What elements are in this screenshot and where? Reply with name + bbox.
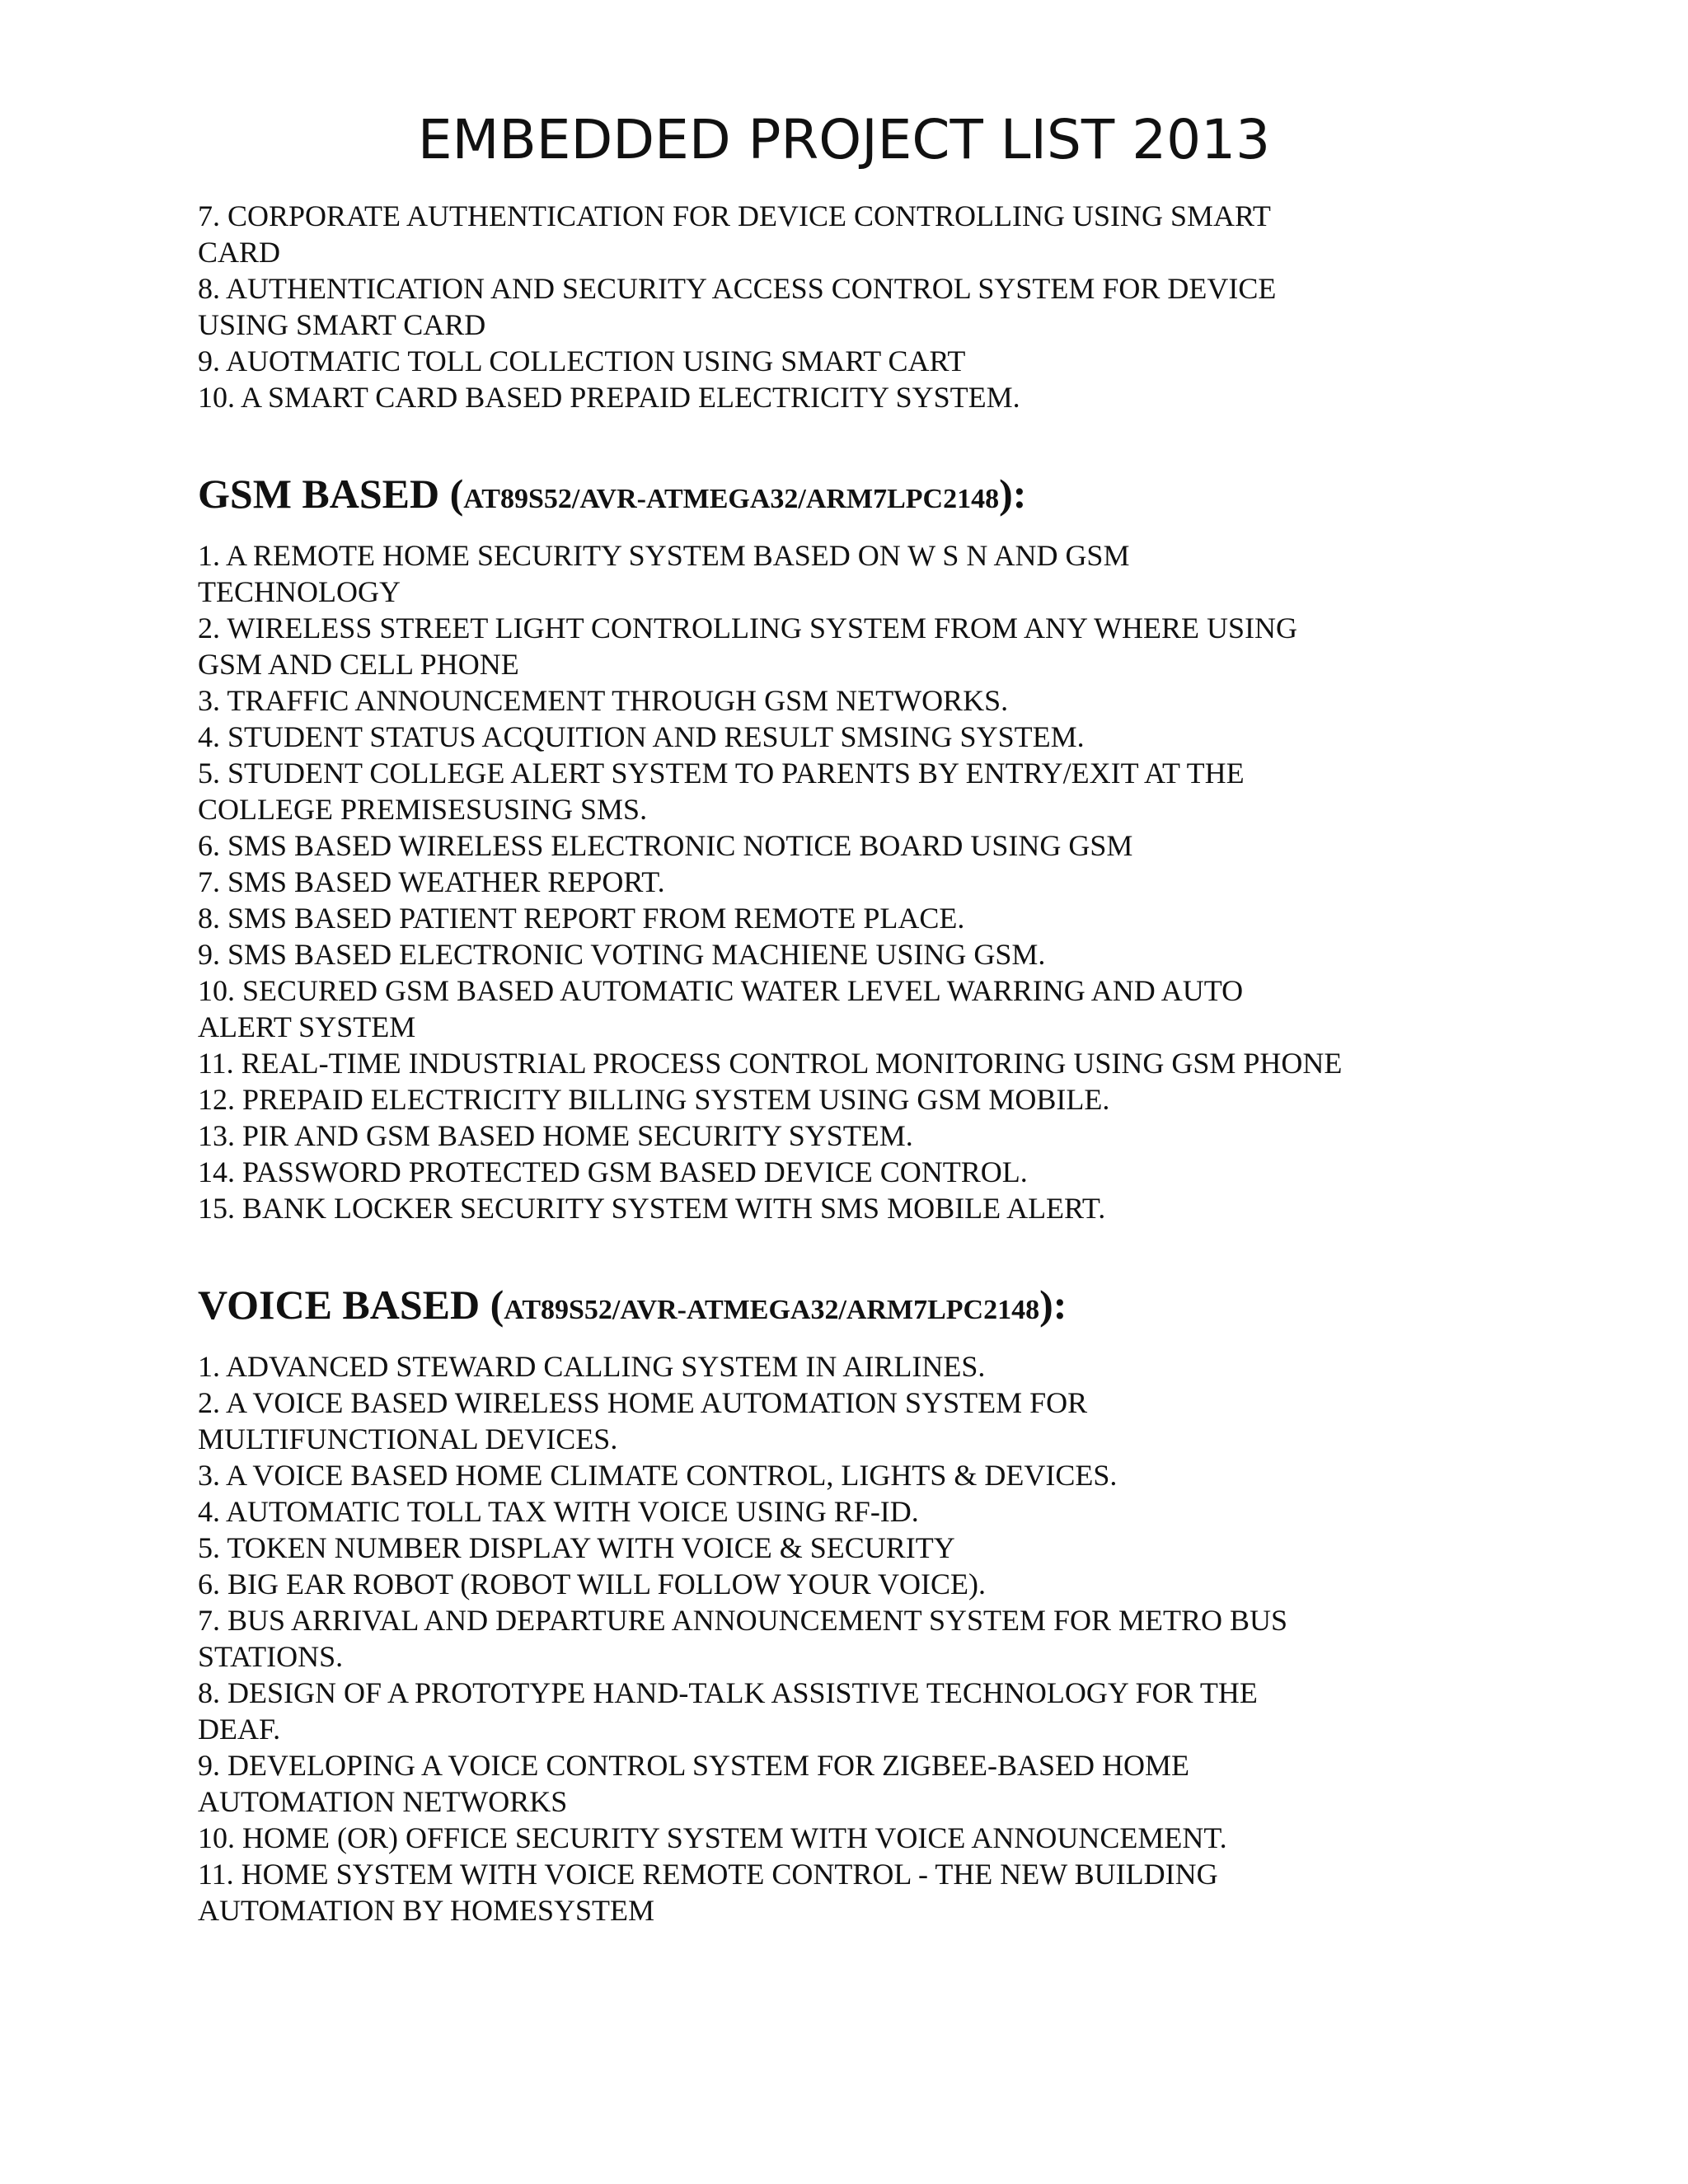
list-item: AUTOMATION BY HOMESYSTEM [198, 1894, 655, 1927]
list-item: 5. TOKEN NUMBER DISPLAY WITH VOICE & SECURITY [198, 1531, 955, 1564]
list-item: 13. PIR AND GSM BASED HOME SECURITY SYSTEM. [198, 1119, 913, 1152]
list-item: AUTOMATION NETWORKS [198, 1785, 568, 1818]
list-item: ALERT SYSTEM [198, 1010, 416, 1043]
list-item: 2. A VOICE BASED WIRELESS HOME AUTOMATION SYSTEM FOR [198, 1386, 1088, 1419]
list-item: DEAF. [198, 1713, 281, 1746]
list-item: 15. BANK LOCKER SECURITY SYSTEM WITH SMS MOBILE ALERT. [198, 1192, 1106, 1225]
voice-heading-main: VOICE BASED [198, 1282, 490, 1328]
list-item: 11. HOME SYSTEM WITH VOICE REMOTE CONTROL - THE NEW BUILDING [198, 1858, 1218, 1891]
voice-list [198, 1348, 1484, 1929]
list-item: 8. AUTHENTICATION AND SECURITY ACCESS CONTROL SYSTEM FOR DEVICE [198, 272, 1277, 305]
gsm-heading-platforms: AT89S52/AVR-ATMEGA32/ARM7LPC2148 [463, 484, 1000, 514]
list-item: 12. PREPAID ELECTRICITY BILLING SYSTEM USING GSM MOBILE. [198, 1083, 1110, 1116]
gsm-heading-main: GSM BASED [198, 471, 450, 517]
list-item: 7. BUS ARRIVAL AND DEPARTURE ANNOUNCEMENT SYSTEM FOR METRO BUS [198, 1604, 1288, 1637]
list-item: USING SMART CARD [198, 308, 486, 341]
list-item: 9. SMS BASED ELECTRONIC VOTING MACHIENE USING GSM. [198, 938, 1046, 971]
list-item: GSM AND CELL PHONE [198, 648, 519, 681]
intro-list [198, 198, 1484, 415]
list-item: 11. REAL-TIME INDUSTRIAL PROCESS CONTROL MONITORING USING GSM PHONE [198, 1047, 1343, 1080]
list-item: 14. PASSWORD PROTECTED GSM BASED DEVICE CONTROL. [198, 1155, 1028, 1188]
list-item: 10. A SMART CARD BASED PREPAID ELECTRICITY SYSTEM. [198, 381, 1020, 414]
list-item: 10. SECURED GSM BASED AUTOMATIC WATER LEVEL WARRING AND AUTO [198, 974, 1244, 1007]
list-item: 4. AUTOMATIC TOLL TAX WITH VOICE USING RF-ID. [198, 1495, 919, 1528]
list-item: 3. TRAFFIC ANNOUNCEMENT THROUGH GSM NETWORKS. [198, 684, 1009, 717]
list-item: 2. WIRELESS STREET LIGHT CONTROLLING SYSTEM FROM ANY WHERE USING [198, 612, 1298, 644]
list-item: STATIONS. [198, 1640, 344, 1673]
list-item: 4. STUDENT STATUS ACQUITION AND RESULT SMSING SYSTEM. [198, 720, 1085, 753]
list-item: 1. A REMOTE HOME SECURITY SYSTEM BASED ON W S N AND GSM [198, 539, 1130, 572]
gsm-heading-close: ): [999, 471, 1027, 517]
list-item: CARD [198, 236, 281, 269]
list-item: 7. CORPORATE AUTHENTICATION FOR DEVICE CONTROLLING USING SMART [198, 199, 1271, 232]
voice-heading-close: ): [1039, 1282, 1067, 1328]
list-item: 5. STUDENT COLLEGE ALERT SYSTEM TO PARENTS BY ENTRY/EXIT AT THE [198, 757, 1245, 790]
list-item: TECHNOLOGY [198, 575, 401, 608]
list-item: 6. SMS BASED WIRELESS ELECTRONIC NOTICE BOARD USING GSM [198, 829, 1133, 862]
list-item: 9. DEVELOPING A VOICE CONTROL SYSTEM FOR ZIGBEE-BASED HOME [198, 1749, 1190, 1782]
voice-heading-platforms: AT89S52/AVR-ATMEGA32/ARM7LPC2148 [504, 1295, 1040, 1325]
list-item: 7. SMS BASED WEATHER REPORT. [198, 865, 665, 898]
list-item: MULTIFUNCTIONAL DEVICES. [198, 1422, 618, 1455]
gsm-heading-open: ( [449, 471, 464, 517]
voice-section-heading [198, 1272, 1484, 1337]
gsm-list [198, 537, 1484, 1226]
page-title: EMBEDDED PROJECT LIST 2013 [417, 108, 1271, 171]
list-item: 8. DESIGN OF A PROTOTYPE HAND-TALK ASSISTIVE TECHNOLOGY FOR THE [198, 1676, 1258, 1709]
gsm-section-heading [198, 462, 1484, 526]
list-item: 6. BIG EAR ROBOT (ROBOT WILL FOLLOW YOUR VOICE). [198, 1568, 986, 1601]
list-item: COLLEGE PREMISESUSING SMS. [198, 793, 648, 826]
list-item: 8. SMS BASED PATIENT REPORT FROM REMOTE PLACE. [198, 902, 965, 935]
document-content [198, 198, 1484, 1929]
list-item: 3. A VOICE BASED HOME CLIMATE CONTROL, LIGHTS & DEVICES. [198, 1459, 1118, 1492]
list-item: 10. HOME (OR) OFFICE SECURITY SYSTEM WITH VOICE ANNOUNCEMENT. [198, 1821, 1227, 1854]
voice-heading-open: ( [490, 1282, 504, 1328]
list-item: 9. AUOTMATIC TOLL COLLECTION USING SMART CART [198, 344, 966, 377]
list-item: 1. ADVANCED STEWARD CALLING SYSTEM IN AIRLINES. [198, 1350, 986, 1383]
